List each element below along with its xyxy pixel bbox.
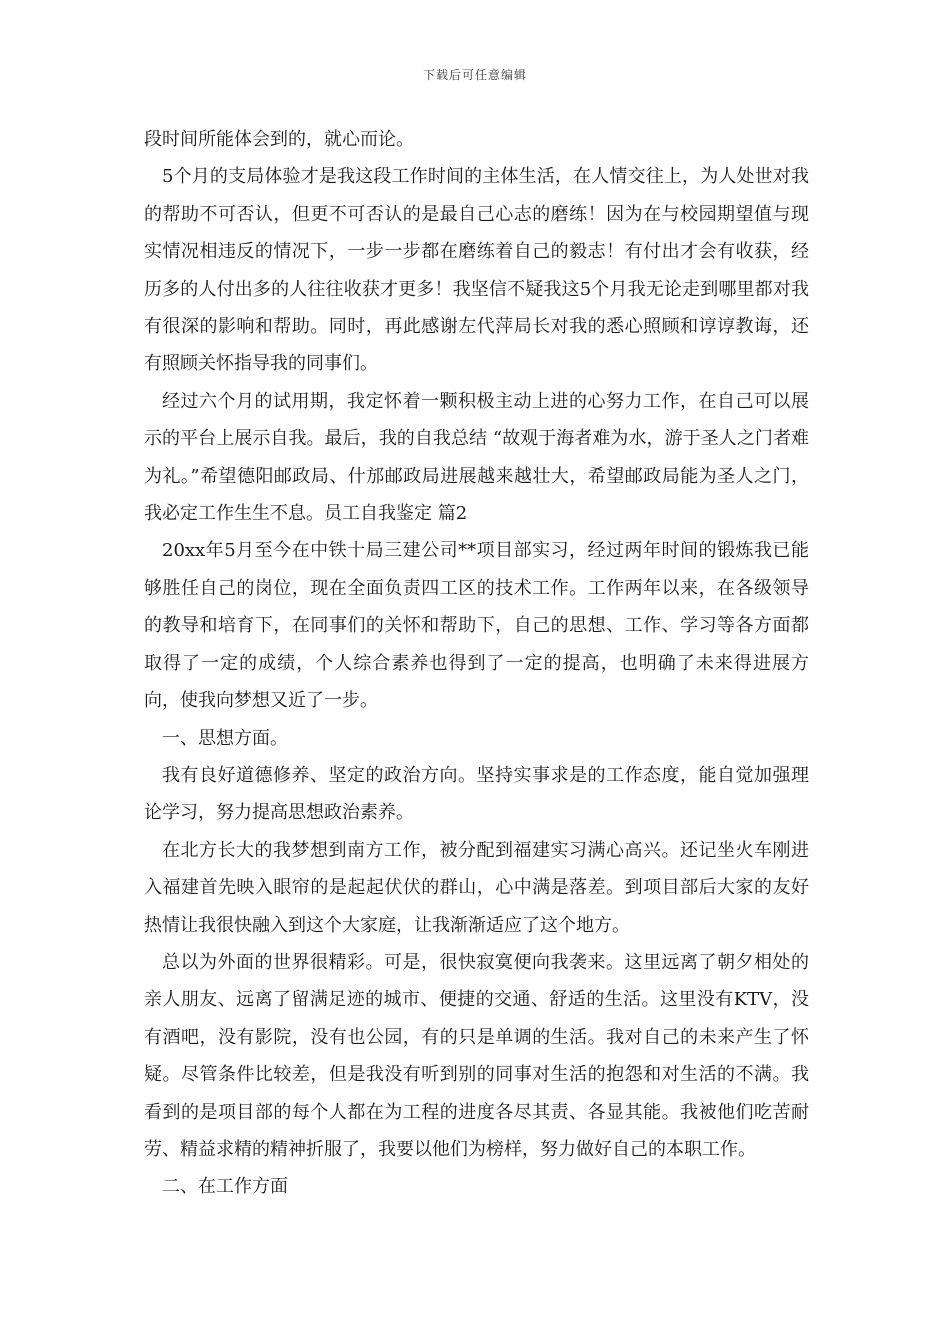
section-heading: 一、思想方面。 [162,727,288,749]
document-body [144,121,809,1206]
paragraph: 总以为外面的世界很精彩。可是，很快寂寞便向我袭来。这里远离了朝夕相处的亲人朋友、远离了留满足迹的城市、便捷的交通、舒适的生活。这里没有KTV，没有酒吧，没有影院，没有也公园，有的只是单调的生活。我对自己的未来产生了怀疑。尽管条件比较差，但是我没有听到别的同事对生活的抱怨和对生活的不满。我看到的是项目部的每个人都在为工程的进度各尽其责、各显其能。我被他们吃苦耐劳、精益求精的精神折服了，我要以他们为榜样，努力做好自己的本职工作。 [144,951,809,1160]
page-header: 下载后可任意编辑 [422,68,527,82]
paragraph: 20xx年5月至今在中铁十局三建公司**项目部实习，经过两年时间的锻炼我已能够胜任自己的岗位，现在全面负责四工区的技术工作。工作两年以来，在各级领导的教导和培育下，在同事们的关怀和帮助下，自己的思想、工作、学习等各方面都取得了一定的成绩，个人综合素养也得到了一定的提高，也明确了未来得进展方向，使我向梦想又近了一步。 [144,540,809,712]
paragraph: 我有良好道德修养、坚定的政治方向。坚持实事求是的工作态度，能自觉加强理论学习，努力提高思想政治素养。 [144,764,809,824]
paragraph: 5个月的支局体验才是我这段工作时间的主体生活，在人情交往上，为人处世对我的帮助不可否认，但更不可否认的是最自己心志的磨练！因为在与校园期望值与现实情况相违反的情况下，一步一步都在磨练着自己的毅志！有付出才会有收获，经历多的人付出多的人往往收获才更多！我坚信不疑我这5个月我无论走到哪里都对我有很深的影响和帮助。同时，再此感谢左代萍局长对我的悉心照顾和谆谆教诲，还有照顾关怀指导我的同事们。 [144,166,809,375]
paragraph: 经过六个月的试用期，我定怀着一颗积极主动上进的心努力工作，在自己可以展示的平台上展示自我。最后，我的自我总结 “故观于海者难为水，游于圣人之门者难为礼。”希望德阳邮政局、什邡邮政局进展越来越壮大，希望邮政局能为圣人之门，我必定工作生生不息。员工自我鉴定 篇2 [144,390,809,525]
paragraph: 段时间所能体会到的，就心而论。 [144,129,414,150]
paragraph: 在北方长大的我梦想到南方工作，被分配到福建实习满心高兴。还记坐火车刚进入福建首先映入眼帘的是起起伏伏的群山，心中满是落差。到项目部后大家的友好热情让我很快融入到这个大家庭，让我渐渐适应了这个地方。 [144,839,809,936]
section-heading: 二、在工作方面 [162,1176,288,1198]
